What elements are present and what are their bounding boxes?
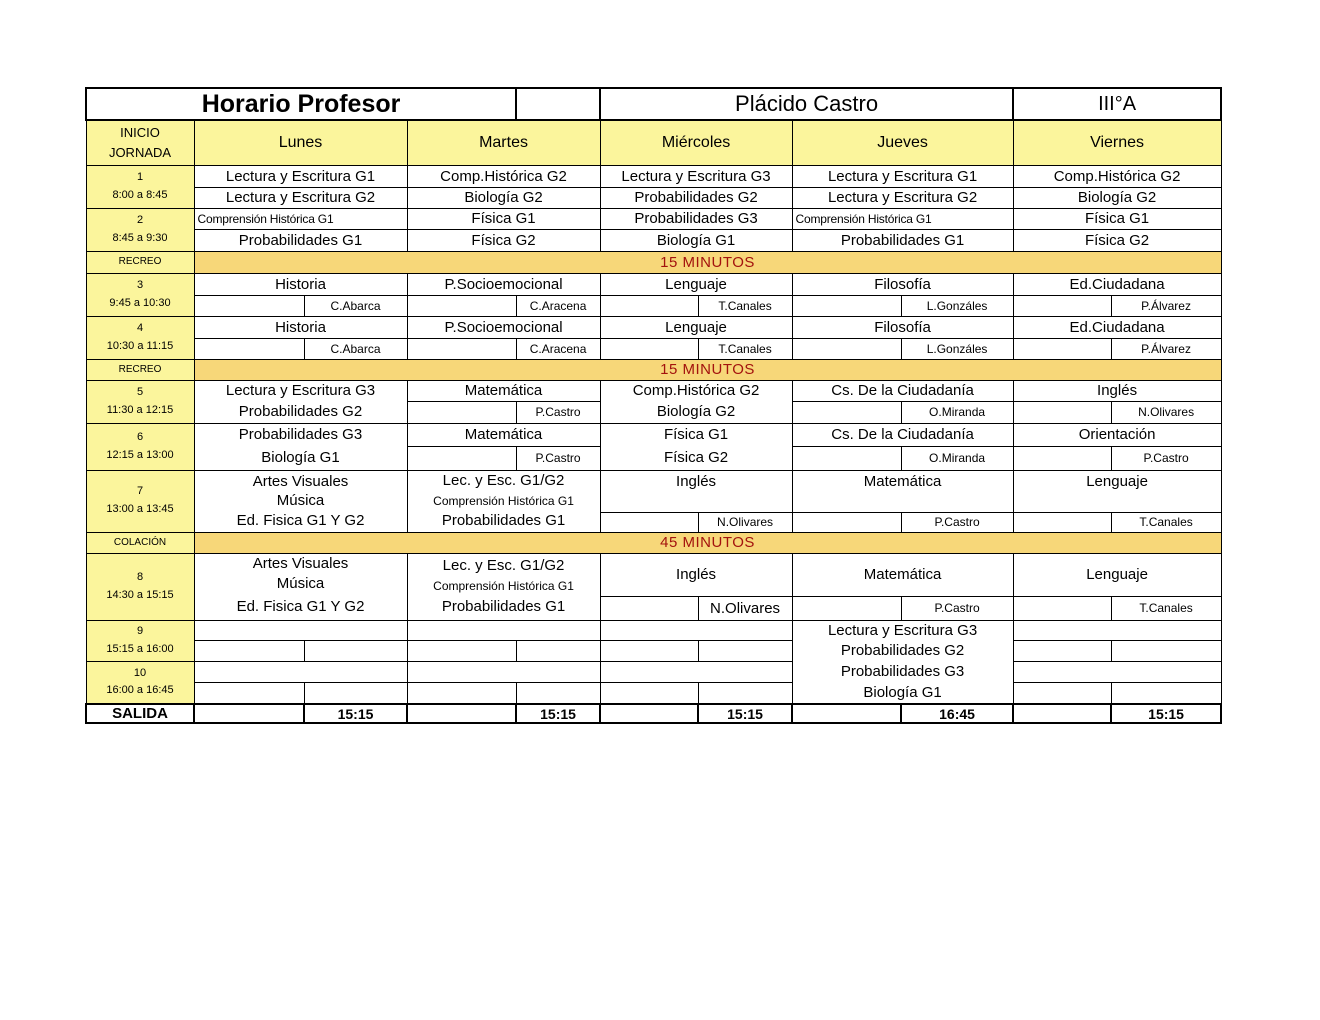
teacher-cell: C.Aracena xyxy=(516,338,600,359)
teacher-cell: P.Álvarez xyxy=(1111,338,1221,359)
teacher-cell: P.Castro xyxy=(1111,446,1221,470)
empty-cell xyxy=(792,596,901,620)
block-time: 15:15 a 16:00 xyxy=(106,642,174,655)
class-cell-multi xyxy=(407,470,600,532)
empty-cell xyxy=(600,338,698,359)
class-cell: Biología G2 xyxy=(1013,187,1221,208)
empty-cell xyxy=(407,682,516,704)
schedule-table xyxy=(85,87,1222,724)
schedule-title: Horario Profesor xyxy=(86,88,516,120)
subject-line: Comprensión Histórica G1 xyxy=(433,579,574,594)
block-time: 14:30 a 15:15 xyxy=(106,588,174,601)
empty-cell xyxy=(194,620,407,640)
empty-cell xyxy=(1013,512,1111,532)
break-duration: 15 MINUTOS xyxy=(194,359,1221,380)
empty-cell xyxy=(1013,295,1111,316)
empty-cell xyxy=(1013,446,1111,470)
empty-cell xyxy=(407,620,600,640)
class-cell: Lectura y Escritura G1 xyxy=(194,165,407,187)
block-3-label xyxy=(86,273,194,316)
teacher-cell: T.Canales xyxy=(1111,596,1221,620)
empty-cell xyxy=(407,338,516,359)
empty-cell xyxy=(1013,704,1111,723)
teacher-cell: C.Abarca xyxy=(304,295,407,316)
class-cell: Ed.Ciudadana xyxy=(1013,316,1221,338)
teacher-cell: L.Gonzáles xyxy=(901,338,1013,359)
class-cell: P.Socioemocional xyxy=(407,316,600,338)
block-time: 8:00 a 8:45 xyxy=(112,188,168,201)
block-1-label xyxy=(86,165,194,208)
block-4-label xyxy=(86,316,194,359)
teacher-cell: T.Canales xyxy=(1111,512,1221,532)
empty-cell xyxy=(1013,661,1221,682)
class-cell: Comp.Histórica G2 xyxy=(600,380,792,401)
empty-cell xyxy=(600,620,792,640)
empty-cell xyxy=(304,640,407,661)
class-cell-multi xyxy=(194,553,407,620)
empty-cell xyxy=(600,295,698,316)
class-cell: Historia xyxy=(194,316,407,338)
block-time: 12:15 a 13:00 xyxy=(106,448,174,461)
salida-time-martes: 15:15 xyxy=(516,704,600,723)
empty-cell xyxy=(1111,682,1221,704)
empty-cell xyxy=(407,661,600,682)
salida-time-miercoles: 15:15 xyxy=(698,704,792,723)
teacher-cell: T.Canales xyxy=(698,338,792,359)
class-cell: Probabilidades G3 xyxy=(792,661,1013,682)
block-number: 6 xyxy=(136,430,144,443)
teacher-cell: N.Olivares xyxy=(698,512,792,532)
block-number: 4 xyxy=(136,321,144,334)
empty-cell xyxy=(1013,682,1111,704)
subject-line: Artes Visuales xyxy=(252,554,349,572)
block-9-label xyxy=(86,620,194,661)
subject-line: Música xyxy=(276,574,325,592)
inicio-line2: JORNADA xyxy=(108,144,172,160)
empty-cell xyxy=(194,295,304,316)
block-2-label xyxy=(86,208,194,251)
teacher-cell: P.Álvarez xyxy=(1111,295,1221,316)
class-cell: Probabilidades G1 xyxy=(792,229,1013,251)
class-cell: Probabilidades G2 xyxy=(792,640,1013,661)
class-cell: Matemática xyxy=(407,380,600,401)
empty-cell xyxy=(516,682,600,704)
empty-cell xyxy=(1013,401,1111,423)
class-cell: Biología G1 xyxy=(194,446,407,470)
teacher-cell: L.Gonzáles xyxy=(901,295,1013,316)
block-time: 8:45 a 9:30 xyxy=(112,231,168,244)
class-cell: Matemática xyxy=(792,553,1013,596)
salida-time-viernes: 15:15 xyxy=(1111,704,1221,723)
block-number: 10 xyxy=(133,666,147,679)
empty-cell xyxy=(600,661,792,682)
subject-line: Lec. y Esc. G1/G2 xyxy=(442,472,565,490)
class-cell: Física G2 xyxy=(1013,229,1221,251)
inicio-jornada-header xyxy=(86,120,194,165)
class-cell: Ed.Ciudadana xyxy=(1013,273,1221,295)
teacher-cell: P.Castro xyxy=(516,401,600,423)
class-cell-multi xyxy=(194,470,407,532)
subject-line: Probabilidades G1 xyxy=(441,597,566,615)
salida-time-lunes: 15:15 xyxy=(304,704,407,723)
class-cell: Biología G1 xyxy=(792,682,1013,704)
day-header-jueves: Jueves xyxy=(792,120,1013,165)
block-time: 9:45 a 10:30 xyxy=(109,296,171,309)
class-cell: Biología G2 xyxy=(407,187,600,208)
block-7-label xyxy=(86,470,194,532)
block-number: 5 xyxy=(136,385,144,398)
empty-cell xyxy=(698,682,792,704)
empty-cell xyxy=(194,704,304,723)
class-cell: Inglés xyxy=(1013,380,1221,401)
empty-cell xyxy=(600,704,698,723)
empty-cell xyxy=(304,682,407,704)
empty-cell xyxy=(698,640,792,661)
class-cell: Comp.Histórica G2 xyxy=(1013,165,1221,187)
class-cell: Física G1 xyxy=(600,423,792,446)
class-cell: Lenguaje xyxy=(1013,553,1221,596)
class-cell: Probabilidades G1 xyxy=(194,229,407,251)
block-time: 13:00 a 13:45 xyxy=(106,503,174,515)
class-cell: Lectura y Escritura G3 xyxy=(194,380,407,401)
empty-cell xyxy=(407,640,516,661)
colacion-label: COLACIÓN xyxy=(86,532,194,553)
block-8-label xyxy=(86,553,194,620)
subject-line: Ed. Fisica G1 Y G2 xyxy=(236,598,365,615)
class-cell: Lectura y Escritura G2 xyxy=(194,187,407,208)
blank-cell xyxy=(516,88,600,120)
teacher-cell: P.Castro xyxy=(901,512,1013,532)
class-cell: Probabilidades G3 xyxy=(194,423,407,446)
class-cell-multi xyxy=(407,553,600,620)
salida-time-jueves: 16:45 xyxy=(901,704,1013,723)
recreo-label: RECREO xyxy=(86,359,194,380)
empty-cell xyxy=(1013,620,1221,640)
teacher-cell: N.Olivares xyxy=(1111,401,1221,423)
block-time: 16:00 a 16:45 xyxy=(106,684,174,697)
class-cell: Física G1 xyxy=(1013,208,1221,229)
subject-line: Lec. y Esc. G1/G2 xyxy=(442,557,565,575)
day-header-lunes: Lunes xyxy=(194,120,407,165)
class-cell: Física G1 xyxy=(407,208,600,229)
teacher-cell: P.Castro xyxy=(901,596,1013,620)
empty-cell xyxy=(792,512,901,532)
empty-cell xyxy=(1013,640,1111,661)
empty-cell xyxy=(407,446,516,470)
class-cell: Matemática xyxy=(407,423,600,446)
day-header-miercoles: Miércoles xyxy=(600,120,792,165)
class-cell: Comprensión Histórica G1 xyxy=(792,208,1013,229)
block-time: 11:30 a 12:15 xyxy=(106,403,174,416)
class-cell: Filosofía xyxy=(792,273,1013,295)
class-cell: Inglés xyxy=(600,470,792,512)
subject-line: Música xyxy=(276,492,325,510)
empty-cell xyxy=(600,596,698,620)
subject-line: Ed. Fisica G1 Y G2 xyxy=(236,511,365,529)
class-cell: Comp.Histórica G2 xyxy=(407,165,600,187)
block-5-label xyxy=(86,380,194,423)
empty-cell xyxy=(1013,596,1111,620)
empty-cell xyxy=(407,295,516,316)
class-cell: Lectura y Escritura G2 xyxy=(792,187,1013,208)
teacher-name: Plácido Castro xyxy=(600,88,1013,120)
class-cell: Probabilidades G2 xyxy=(194,401,407,423)
class-cell: Lectura y Escritura G3 xyxy=(792,620,1013,640)
grade-label: III°A xyxy=(1013,88,1221,120)
block-number: 9 xyxy=(136,624,144,637)
empty-cell xyxy=(194,338,304,359)
class-cell: Probabilidades G3 xyxy=(600,208,792,229)
day-header-viernes: Viernes xyxy=(1013,120,1221,165)
break-duration: 15 MINUTOS xyxy=(194,251,1221,273)
teacher-cell: T.Canales xyxy=(698,295,792,316)
teacher-cell: C.Abarca xyxy=(304,338,407,359)
class-cell: Historia xyxy=(194,273,407,295)
block-number: 7 xyxy=(136,485,144,498)
block-number: 3 xyxy=(136,278,144,291)
empty-cell xyxy=(600,512,698,532)
inicio-line1: INICIO xyxy=(120,124,160,140)
class-cell: Orientación xyxy=(1013,423,1221,446)
class-cell: Matemática xyxy=(792,470,1013,512)
empty-cell xyxy=(1111,640,1221,661)
empty-cell xyxy=(792,704,901,723)
empty-cell xyxy=(792,338,901,359)
class-cell: Física G2 xyxy=(407,229,600,251)
salida-label: SALIDA xyxy=(86,704,194,723)
teacher-cell: N.Olivares xyxy=(698,596,792,620)
class-cell: Física G2 xyxy=(600,446,792,470)
block-time: 10:30 a 11:15 xyxy=(106,339,174,352)
empty-cell xyxy=(194,661,407,682)
class-cell: Lenguaje xyxy=(600,316,792,338)
teacher-cell: O.Miranda xyxy=(901,401,1013,423)
empty-cell xyxy=(792,401,901,423)
class-cell: Lenguaje xyxy=(600,273,792,295)
subject-line: Comprensión Histórica G1 xyxy=(433,493,574,508)
empty-cell xyxy=(407,401,516,423)
empty-cell xyxy=(792,295,901,316)
class-cell: Cs. De la Ciudadanía xyxy=(792,423,1013,446)
class-cell: Probabilidades G2 xyxy=(600,187,792,208)
teacher-cell: C.Aracena xyxy=(516,295,600,316)
class-cell: Inglés xyxy=(600,553,792,596)
subject-line: Artes Visuales xyxy=(252,472,349,490)
subject-line: Probabilidades G1 xyxy=(441,512,566,530)
class-cell: Biología G2 xyxy=(600,401,792,423)
empty-cell xyxy=(1013,338,1111,359)
empty-cell xyxy=(194,640,304,661)
block-number: 2 xyxy=(136,213,144,226)
empty-cell xyxy=(407,704,516,723)
teacher-cell: P.Castro xyxy=(516,446,600,470)
block-6-label xyxy=(86,423,194,470)
day-header-martes: Martes xyxy=(407,120,600,165)
block-10-label xyxy=(86,661,194,704)
block-number: 1 xyxy=(136,170,144,183)
break-duration: 45 MINUTOS xyxy=(194,532,1221,553)
empty-cell xyxy=(792,446,901,470)
empty-cell xyxy=(600,682,698,704)
class-cell: Biología G1 xyxy=(600,229,792,251)
empty-cell xyxy=(194,682,304,704)
recreo-label: RECREO xyxy=(86,251,194,273)
class-cell: Lenguaje xyxy=(1013,470,1221,512)
block-number: 8 xyxy=(136,570,144,583)
empty-cell xyxy=(516,640,600,661)
class-cell: P.Socioemocional xyxy=(407,273,600,295)
class-cell: Filosofía xyxy=(792,316,1013,338)
teacher-cell: O.Miranda xyxy=(901,446,1013,470)
class-cell: Cs. De la Ciudadanía xyxy=(792,380,1013,401)
class-cell: Lectura y Escritura G3 xyxy=(600,165,792,187)
empty-cell xyxy=(600,640,698,661)
class-cell: Comprensión Histórica G1 xyxy=(194,208,407,229)
class-cell: Lectura y Escritura G1 xyxy=(792,165,1013,187)
